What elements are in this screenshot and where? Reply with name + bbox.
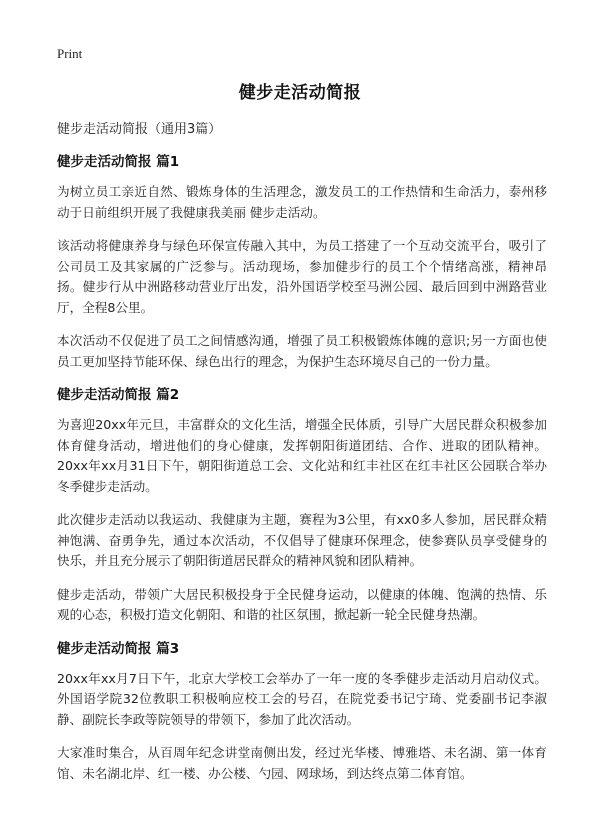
paragraph: 该活动将健康养身与绿色环保宣传融入其中，为员工搭建了一个互动交流平台，吸引了公司员工及其家属的广泛参与。活动现场，参加健步行的员工个个情绪高涨，精神昂扬。健步行从中洲路移动营业厅出发，沿外国语学校至马洲公园、最后回到中洲路营业厅，全程8公里。 [57,238,547,315]
section-heading: 健步走活动简报 篇1 [57,154,180,170]
document-body [57,120,547,797]
paragraph: 大家准时集合，从百周年纪念讲堂南侧出发，经过光华楼、博雅塔、未名湖、第一体育馆、未名湖北岸、红一楼、办公楼、勺园、网球场，到达终点第二体育馆。 [57,745,547,781]
document-subtitle: 健步走活动简报（通用3篇） [57,122,222,137]
section-3 [57,639,547,785]
document-title: 健步走活动简报 [238,83,362,103]
section-1 [57,152,547,372]
paragraph: 本次活动不仅促进了员工之间情感沟通，增强了员工积极锻炼体魄的意识;另一方面也使员工更加坚持节能环保、绿色出行的理念，为保护生态环境尽自己的一份力量。 [57,333,547,369]
paragraph: 为树立员工亲近自然、锻炼身体的生活理念，激发员工的工作热情和生命活力，泰州移动于日前组织开展了我健康我美丽 健步走活动。 [57,184,547,220]
paragraph: 此次健步走活动以我运动、我健康为主题，赛程为3公里，有xx0多人参加，居民群众精神饱满、奋勇争先，通过本次活动，不仅倡导了健康环保理念，使参赛队员享受健身的快乐，并且充分展示了朝阳街道居民群众的精神风貌和团队精神。 [57,512,547,568]
section-2 [57,385,547,626]
paragraph: 为喜迎20xx年元旦，丰富群众的文化生活，增强全民体质，引导广大居民群众积极参加体育健身活动，增进他们的身心健康，发挥朝阳街道团结、合作、进取的团队精神。20xx年xx月31日下午，朝阳街道总工会、文化站和红丰社区在红丰社区公园联合举办冬季健步走活动。 [57,417,547,494]
section-heading: 健步走活动简报 篇2 [57,387,180,403]
paragraph: 健步走活动，带领广大居民积极投身于全民健身运动，以健康的体魄、饱满的热情、乐观的心态，积极打造文化朝阳、和谐的社区氛围，掀起新一轮全民健身热潮。 [57,586,547,622]
paragraph: 20xx年xx月7日下午，北京大学校工会举办了一年一度的冬季健步走活动月启动仪式。外国语学院32位教职工积极响应校工会的号召，在院党委书记宁琦、党委副书记李淑静、副院长李政等院领导的带领下，参加了此次活动。 [57,670,547,727]
section-heading: 健步走活动简报 篇3 [57,640,180,657]
print-label: Print [57,46,83,61]
